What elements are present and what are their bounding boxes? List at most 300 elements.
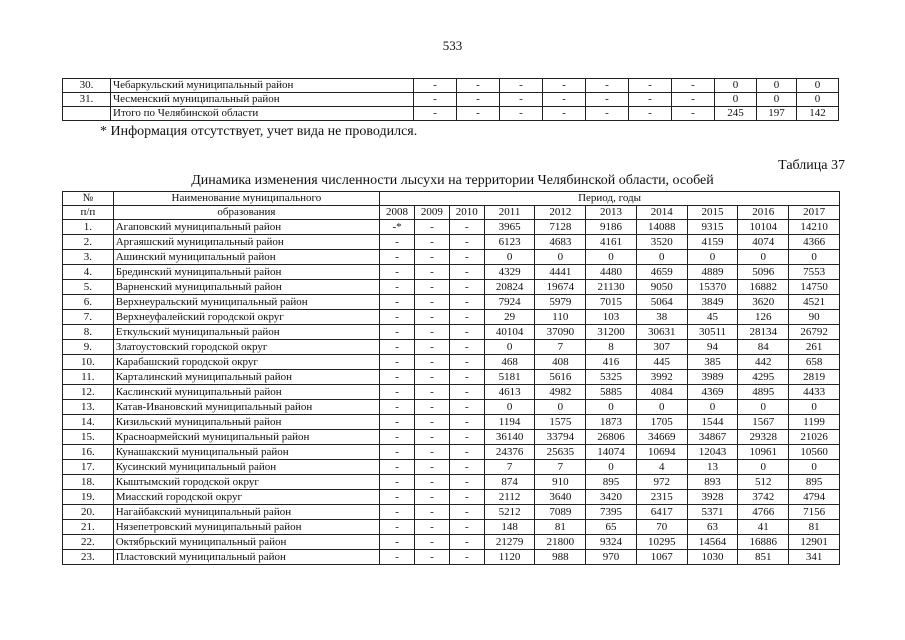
row-value: 4766 xyxy=(738,505,789,520)
row-value: 0 xyxy=(789,400,840,415)
row-value: - xyxy=(543,79,586,93)
row-value: 3620 xyxy=(738,295,789,310)
row-value: 84 xyxy=(738,340,789,355)
row-value: - xyxy=(629,107,672,121)
row-value: 0 xyxy=(797,93,839,107)
row-value: - xyxy=(414,93,457,107)
row-value: - xyxy=(449,490,484,505)
row-name: Кизильский муниципальный район xyxy=(113,415,379,430)
row-name: Октябрьский муниципальный район xyxy=(113,535,379,550)
row-name: Кусинский муниципальный район xyxy=(113,460,379,475)
row-value: 9186 xyxy=(586,220,637,235)
row-number: 22. xyxy=(63,535,114,550)
row-value: - xyxy=(414,400,449,415)
row-name: Златоустовский городской округ xyxy=(113,340,379,355)
table-row xyxy=(63,235,840,250)
row-value: - xyxy=(449,265,484,280)
row-value: 4982 xyxy=(535,385,586,400)
row-value: 1030 xyxy=(687,550,738,565)
row-value: 4683 xyxy=(535,235,586,250)
row-value: - xyxy=(449,295,484,310)
row-value: - xyxy=(449,430,484,445)
row-value: - xyxy=(449,340,484,355)
row-value: - xyxy=(414,280,449,295)
row-value: 0 xyxy=(757,93,797,107)
row-number: 4. xyxy=(63,265,114,280)
row-value: 341 xyxy=(789,550,840,565)
row-value: 442 xyxy=(738,355,789,370)
row-value: 0 xyxy=(687,250,738,265)
row-value: 972 xyxy=(636,475,687,490)
row-value: 1873 xyxy=(586,415,637,430)
row-value: 36140 xyxy=(484,430,535,445)
row-value: - xyxy=(380,430,415,445)
row-number: 21. xyxy=(63,520,114,535)
row-value: - xyxy=(414,430,449,445)
row-number: 23. xyxy=(63,550,114,565)
row-value: 8 xyxy=(586,340,637,355)
row-value: 5885 xyxy=(586,385,637,400)
row-value: 0 xyxy=(738,400,789,415)
table-row xyxy=(63,370,840,385)
row-value: - xyxy=(449,325,484,340)
row-value: - xyxy=(457,79,500,93)
row-value: - xyxy=(414,370,449,385)
row-value: - xyxy=(414,295,449,310)
row-number: 9. xyxy=(63,340,114,355)
row-value: 4441 xyxy=(535,265,586,280)
row-value: 307 xyxy=(636,340,687,355)
table-row xyxy=(63,340,840,355)
header-year: 2015 xyxy=(687,206,738,220)
row-number: 1. xyxy=(63,220,114,235)
table-row xyxy=(63,475,840,490)
table-row xyxy=(63,310,840,325)
row-value: 0 xyxy=(789,250,840,265)
row-value: - xyxy=(586,107,629,121)
row-value: - xyxy=(380,310,415,325)
row-value: 33794 xyxy=(535,430,586,445)
row-value: 893 xyxy=(687,475,738,490)
header-name: Наименование муниципального xyxy=(113,192,379,206)
row-value: 7395 xyxy=(586,505,637,520)
table-row xyxy=(63,490,840,505)
row-name: Кыштымский городской округ xyxy=(113,475,379,490)
row-value: - xyxy=(380,460,415,475)
row-value: - xyxy=(449,355,484,370)
table-row xyxy=(63,460,840,475)
row-number: 15. xyxy=(63,430,114,445)
row-value: - xyxy=(380,400,415,415)
row-name: Варненский муниципальный район xyxy=(113,280,379,295)
table-row xyxy=(63,535,840,550)
row-value: - xyxy=(500,93,543,107)
row-name: Верхнеуфалейский городской округ xyxy=(113,310,379,325)
row-value: 19674 xyxy=(535,280,586,295)
table-title: Динамика изменения численности лысухи на территории Челябинской области, особей xyxy=(191,173,714,188)
row-value: - xyxy=(380,445,415,460)
row-name: Катав-Ивановский муниципальный район xyxy=(113,400,379,415)
row-name: Нязепетровский муниципальный район xyxy=(113,520,379,535)
row-value: - xyxy=(380,355,415,370)
row-value: 30511 xyxy=(687,325,738,340)
row-value: 1567 xyxy=(738,415,789,430)
row-value: 5371 xyxy=(687,505,738,520)
row-value: 38 xyxy=(636,310,687,325)
row-value: - xyxy=(449,250,484,265)
row-value: - xyxy=(449,415,484,430)
row-value: 4074 xyxy=(738,235,789,250)
row-number: 19. xyxy=(63,490,114,505)
row-value: 0 xyxy=(687,400,738,415)
row-name: Агаповский муниципальный район xyxy=(113,220,379,235)
row-value: 142 xyxy=(797,107,839,121)
row-name: Пластовский муниципальный район xyxy=(113,550,379,565)
row-value: 0 xyxy=(789,460,840,475)
row-name: Кунашакский муниципальный район xyxy=(113,445,379,460)
row-number: 13. xyxy=(63,400,114,415)
row-value: 103 xyxy=(586,310,637,325)
row-value: - xyxy=(380,325,415,340)
row-value: 5212 xyxy=(484,505,535,520)
row-value: - xyxy=(449,460,484,475)
row-value: 28134 xyxy=(738,325,789,340)
row-value: 385 xyxy=(687,355,738,370)
row-value: 14074 xyxy=(586,445,637,460)
row-number: 16. xyxy=(63,445,114,460)
table-row xyxy=(63,280,840,295)
row-value: - xyxy=(449,370,484,385)
row-value: 5181 xyxy=(484,370,535,385)
row-value: 5616 xyxy=(535,370,586,385)
row-name: Каслинский муниципальный район xyxy=(113,385,379,400)
row-name: Верхнеуральский муниципальный район xyxy=(113,295,379,310)
header-year: 2012 xyxy=(535,206,586,220)
row-value: 1544 xyxy=(687,415,738,430)
table-row xyxy=(63,93,839,107)
row-value: - xyxy=(380,280,415,295)
row-value: 0 xyxy=(636,400,687,415)
row-value: 4161 xyxy=(586,235,637,250)
row-value: 21130 xyxy=(586,280,637,295)
row-value: 4613 xyxy=(484,385,535,400)
row-number: 31. xyxy=(63,93,111,107)
row-value: 1194 xyxy=(484,415,535,430)
row-value: 1705 xyxy=(636,415,687,430)
header-year: 2008 xyxy=(380,206,415,220)
row-value: 81 xyxy=(789,520,840,535)
header-year: 2009 xyxy=(414,206,449,220)
row-value: - xyxy=(414,460,449,475)
row-value: 416 xyxy=(586,355,637,370)
row-value: 21026 xyxy=(789,430,840,445)
row-value: - xyxy=(414,535,449,550)
table-row xyxy=(63,445,840,460)
row-value: 0 xyxy=(586,250,637,265)
row-value: 16886 xyxy=(738,535,789,550)
row-value: 30631 xyxy=(636,325,687,340)
row-name: Нагайбакский муниципальный район xyxy=(113,505,379,520)
row-number: 30. xyxy=(63,79,111,93)
table-row xyxy=(63,355,840,370)
row-value: - xyxy=(449,220,484,235)
table-row xyxy=(63,107,839,121)
row-value: 6123 xyxy=(484,235,535,250)
footnote: * Информация отсутствует, учет вида не проводился. xyxy=(100,124,418,139)
row-value: 41 xyxy=(738,520,789,535)
row-value: 12043 xyxy=(687,445,738,460)
row-value: 12901 xyxy=(789,535,840,550)
row-value: 0 xyxy=(715,93,757,107)
row-value: 29 xyxy=(484,310,535,325)
table-row xyxy=(63,250,840,265)
row-number: 20. xyxy=(63,505,114,520)
row-value: 63 xyxy=(687,520,738,535)
row-value: - xyxy=(414,490,449,505)
row-number: 7. xyxy=(63,310,114,325)
row-value: 26792 xyxy=(789,325,840,340)
row-value: 895 xyxy=(789,475,840,490)
header-year: 2016 xyxy=(738,206,789,220)
row-value: 197 xyxy=(757,107,797,121)
row-value: - xyxy=(449,385,484,400)
row-value: 3420 xyxy=(586,490,637,505)
row-value: 15370 xyxy=(687,280,738,295)
row-value: 0 xyxy=(484,340,535,355)
row-number: 18. xyxy=(63,475,114,490)
row-number: 14. xyxy=(63,415,114,430)
row-number: 6. xyxy=(63,295,114,310)
row-value: 3849 xyxy=(687,295,738,310)
row-value: 9050 xyxy=(636,280,687,295)
row-value: - xyxy=(414,250,449,265)
row-value: 26806 xyxy=(586,430,637,445)
row-value: 0 xyxy=(636,250,687,265)
row-value: - xyxy=(449,235,484,250)
row-value: 45 xyxy=(687,310,738,325)
row-value: 7015 xyxy=(586,295,637,310)
row-value: - xyxy=(414,79,457,93)
row-name: Миасский городской округ xyxy=(113,490,379,505)
row-value: - xyxy=(449,535,484,550)
row-value: 3742 xyxy=(738,490,789,505)
row-value: 0 xyxy=(715,79,757,93)
row-value: - xyxy=(449,475,484,490)
row-value: - xyxy=(380,415,415,430)
row-value: - xyxy=(449,280,484,295)
row-value: 970 xyxy=(586,550,637,565)
row-value: 7 xyxy=(535,460,586,475)
row-value: - xyxy=(380,475,415,490)
row-value: 34867 xyxy=(687,430,738,445)
row-number: 8. xyxy=(63,325,114,340)
table-row xyxy=(63,505,840,520)
row-value: 14088 xyxy=(636,220,687,235)
row-value: - xyxy=(414,325,449,340)
row-name: Ашинский муниципальный район xyxy=(113,250,379,265)
row-value: 9324 xyxy=(586,535,637,550)
row-value: - xyxy=(380,520,415,535)
row-value: 408 xyxy=(535,355,586,370)
row-value: 1575 xyxy=(535,415,586,430)
row-value: 94 xyxy=(687,340,738,355)
row-value: - xyxy=(414,385,449,400)
row-value: - xyxy=(543,107,586,121)
row-value: 5979 xyxy=(535,295,586,310)
row-value: 24376 xyxy=(484,445,535,460)
row-number: 2. xyxy=(63,235,114,250)
header-row-2 xyxy=(63,206,840,220)
row-value: 65 xyxy=(586,520,637,535)
row-value: - xyxy=(414,235,449,250)
row-name: Карабашский городской округ xyxy=(113,355,379,370)
header-year: 2014 xyxy=(636,206,687,220)
table-row xyxy=(63,550,840,565)
row-name: Красноармейский муниципальный район xyxy=(113,430,379,445)
row-name: Итого по Челябинской области xyxy=(111,107,414,121)
row-value: 3640 xyxy=(535,490,586,505)
header-name-sub: образования xyxy=(113,206,379,220)
row-value: 21279 xyxy=(484,535,535,550)
row-value: - xyxy=(380,370,415,385)
row-number: 5. xyxy=(63,280,114,295)
row-value: - xyxy=(414,550,449,565)
row-value: 0 xyxy=(797,79,839,93)
row-value: 16882 xyxy=(738,280,789,295)
row-value: 0 xyxy=(535,250,586,265)
row-value: - xyxy=(414,520,449,535)
table-row xyxy=(63,400,840,415)
row-value: - xyxy=(380,295,415,310)
row-value: 10961 xyxy=(738,445,789,460)
row-value: 4295 xyxy=(738,370,789,385)
table-row xyxy=(63,325,840,340)
row-value: 70 xyxy=(636,520,687,535)
row-value: 445 xyxy=(636,355,687,370)
row-value: 7156 xyxy=(789,505,840,520)
row-value: 5096 xyxy=(738,265,789,280)
page-number: 533 xyxy=(442,38,463,53)
row-value: 7089 xyxy=(535,505,586,520)
table-label: Таблица 37 xyxy=(778,158,845,173)
row-value: 988 xyxy=(535,550,586,565)
header-year: 2010 xyxy=(449,206,484,220)
row-value: - xyxy=(449,520,484,535)
row-value: 6417 xyxy=(636,505,687,520)
row-value: - xyxy=(500,107,543,121)
row-value: 0 xyxy=(738,250,789,265)
coot-population-table xyxy=(62,191,840,565)
row-value: 1199 xyxy=(789,415,840,430)
row-value: - xyxy=(672,79,715,93)
row-value: 37090 xyxy=(535,325,586,340)
row-value: 261 xyxy=(789,340,840,355)
row-value: 10560 xyxy=(789,445,840,460)
row-value: 4366 xyxy=(789,235,840,250)
row-value: 7 xyxy=(535,340,586,355)
row-value: 1120 xyxy=(484,550,535,565)
row-value: - xyxy=(414,310,449,325)
row-value: -* xyxy=(380,220,415,235)
table-row xyxy=(63,415,840,430)
row-value: 3928 xyxy=(687,490,738,505)
row-value: - xyxy=(380,550,415,565)
row-name: Брединский муниципальный район xyxy=(113,265,379,280)
row-value: - xyxy=(380,265,415,280)
row-value: 13 xyxy=(687,460,738,475)
row-value: 4794 xyxy=(789,490,840,505)
table-row xyxy=(63,385,840,400)
row-value: - xyxy=(380,385,415,400)
row-value: 14750 xyxy=(789,280,840,295)
row-value: 4329 xyxy=(484,265,535,280)
row-value: 3520 xyxy=(636,235,687,250)
row-value: 2315 xyxy=(636,490,687,505)
row-value: 31200 xyxy=(586,325,637,340)
header-year: 2013 xyxy=(586,206,637,220)
row-value: 20824 xyxy=(484,280,535,295)
row-value: 10694 xyxy=(636,445,687,460)
row-value: 851 xyxy=(738,550,789,565)
row-value: - xyxy=(380,490,415,505)
row-value: - xyxy=(380,235,415,250)
row-value: 0 xyxy=(738,460,789,475)
table-row xyxy=(63,520,840,535)
row-value: 34669 xyxy=(636,430,687,445)
row-number xyxy=(63,107,111,121)
row-value: 0 xyxy=(586,400,637,415)
row-value: - xyxy=(449,400,484,415)
row-value: 110 xyxy=(535,310,586,325)
row-value: 4369 xyxy=(687,385,738,400)
row-value: 90 xyxy=(789,310,840,325)
header-row-1 xyxy=(63,192,840,206)
row-value: 0 xyxy=(535,400,586,415)
row-value: - xyxy=(414,355,449,370)
row-value: 4159 xyxy=(687,235,738,250)
row-value: 14564 xyxy=(687,535,738,550)
row-value: 7553 xyxy=(789,265,840,280)
row-value: - xyxy=(449,310,484,325)
row-value: - xyxy=(457,107,500,121)
row-value: 7128 xyxy=(535,220,586,235)
table-row xyxy=(63,220,840,235)
row-value: 2819 xyxy=(789,370,840,385)
row-value: - xyxy=(672,93,715,107)
row-name: Чебаркульский муниципальный район xyxy=(111,79,414,93)
row-value: 245 xyxy=(715,107,757,121)
row-value: - xyxy=(500,79,543,93)
row-value: 910 xyxy=(535,475,586,490)
row-value: 895 xyxy=(586,475,637,490)
row-value: - xyxy=(414,220,449,235)
row-value: 512 xyxy=(738,475,789,490)
row-value: 0 xyxy=(484,250,535,265)
row-value: 1067 xyxy=(636,550,687,565)
table-row xyxy=(63,295,840,310)
header-period: Период, годы xyxy=(380,192,840,206)
row-value: 4 xyxy=(636,460,687,475)
header-year: 2017 xyxy=(789,206,840,220)
row-value: 14210 xyxy=(789,220,840,235)
row-value: 874 xyxy=(484,475,535,490)
row-value: 4895 xyxy=(738,385,789,400)
row-value: 4433 xyxy=(789,385,840,400)
row-value: - xyxy=(449,505,484,520)
row-value: - xyxy=(414,505,449,520)
row-value: 3989 xyxy=(687,370,738,385)
row-value: 7 xyxy=(484,460,535,475)
